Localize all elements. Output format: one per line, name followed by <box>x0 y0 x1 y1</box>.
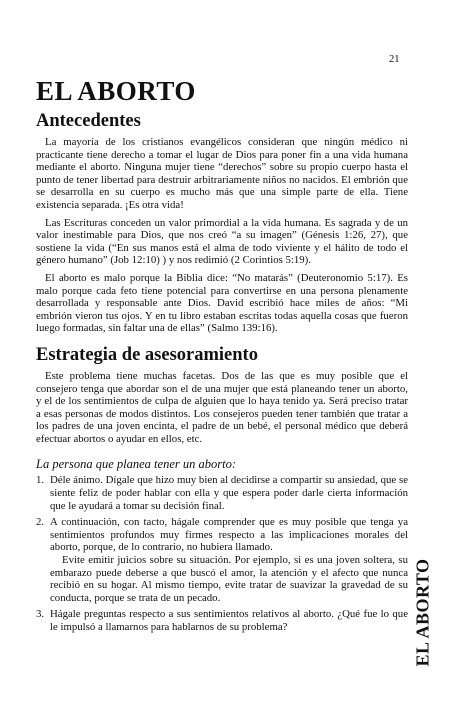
paragraph: Este problema tiene muchas facetas. Dos de las que es muy posible que el consejero tenga que abordar son el de una mujer que está planeando tener un aborto, y el de los sentimientos de culpa de alguien que lo haya tenido ya. Será preciso tratar a esas personas de modos distintos. Los consejeros pueden tener también que tratar a los padres de una joven encinta, el padre de un bebé, el personal médico que deberá efectuar abortos o ayudar en ellos, etc. <box>36 369 408 445</box>
paragraph: El aborto es malo porque la Biblia dice: “No matarás” (Deuteronomio 5:17). Es malo porque cada feto tiene potencial para convertirse en una persona plenamente desarrollada y responsable ante Dios. David escribió hace miles de años: “Mi embrión vieron tus ojos. Y en tu libro estaban escritas todas aquella cosas que fueron luego formadas, sin faltar una de ellas” (Salmo 139:16). <box>36 271 408 335</box>
page-body <box>36 111 408 638</box>
list-number: 1. <box>36 474 45 487</box>
subsection-title: La persona que planea tener un aborto: <box>36 457 236 472</box>
list-item-text: Déle ánimo. Dígale que hizo muy bien al decidirse a compartir su ansiedad, que se siente feliz de poder hablar con ella y que espera poder darle cierta información que le ayudará a tomar su decisión final. <box>50 474 408 512</box>
numbered-list <box>36 474 408 633</box>
list-number: 3. <box>36 608 45 621</box>
page-number: 21 <box>389 54 400 65</box>
list-item <box>36 516 408 604</box>
section-title-estrategia: Estrategia de asesoramiento <box>36 344 258 365</box>
chapter-title: EL ABORTO <box>36 76 196 106</box>
list-number: 2. <box>36 516 45 529</box>
list-item-text: Hágale preguntas respecto a sus sentimientos relativos al aborto. ¿Qué fue lo que le impulsó a llamarnos para hablarnos de su problema? <box>50 608 408 633</box>
section-title-antecedentes: Antecedentes <box>36 111 141 131</box>
list-item-text: A continuación, con tacto, hágale comprender que es muy posible que tenga ya sentimientos profundos muy firmes respecto a las implicaciones morales del aborto, porque, de lo contrario, no hubiera llamado. <box>50 516 408 554</box>
side-tab-label: EL ABORTO <box>412 557 433 667</box>
list-item <box>36 608 408 633</box>
list-item-continuation: Evite emitir juicios sobre su situación. Por ejemplo, si es una joven soltera, su embarazo puede deberse a que buscó el amor, la atención y el afecto que nunca recibió en su hogar. Al mismo tiempo, evite tratar de suavizar la gravedad de su conducta, porque se trata de un pecado. <box>50 554 408 604</box>
paragraph: Las Escrituras conceden un valor primordial a la vida humana. Es sagrada y de un valor inestimable para Dios, que nos creó “a su imagen” (Génesis 1:26, 27), que sostiene la vida (“En sus manos está el alma de todo viviente y el hálito de todo el género humano” (Job 12:10) ) y nos redimió (2 Corintios 5:19). <box>36 216 408 267</box>
paragraph: La mayoría de los cristianos evangélicos consideran que ningún médico ni practicante tiene derecho a tomar el lugar de Dios para poner fin a una vida humana mediante el aborto. Ninguna mujer tiene “derechos” sobre su propio cuerpo hasta el punto de tener libertad para destruir arbitrariamente niños no nacidos. El embrión que se desarrolla en su cuerpo es mucho más que una simple parte de ella. Tiene existencia separada. ¡Es otra vida! <box>36 136 408 211</box>
list-item <box>36 474 408 512</box>
side-thumb-tab <box>411 542 435 682</box>
